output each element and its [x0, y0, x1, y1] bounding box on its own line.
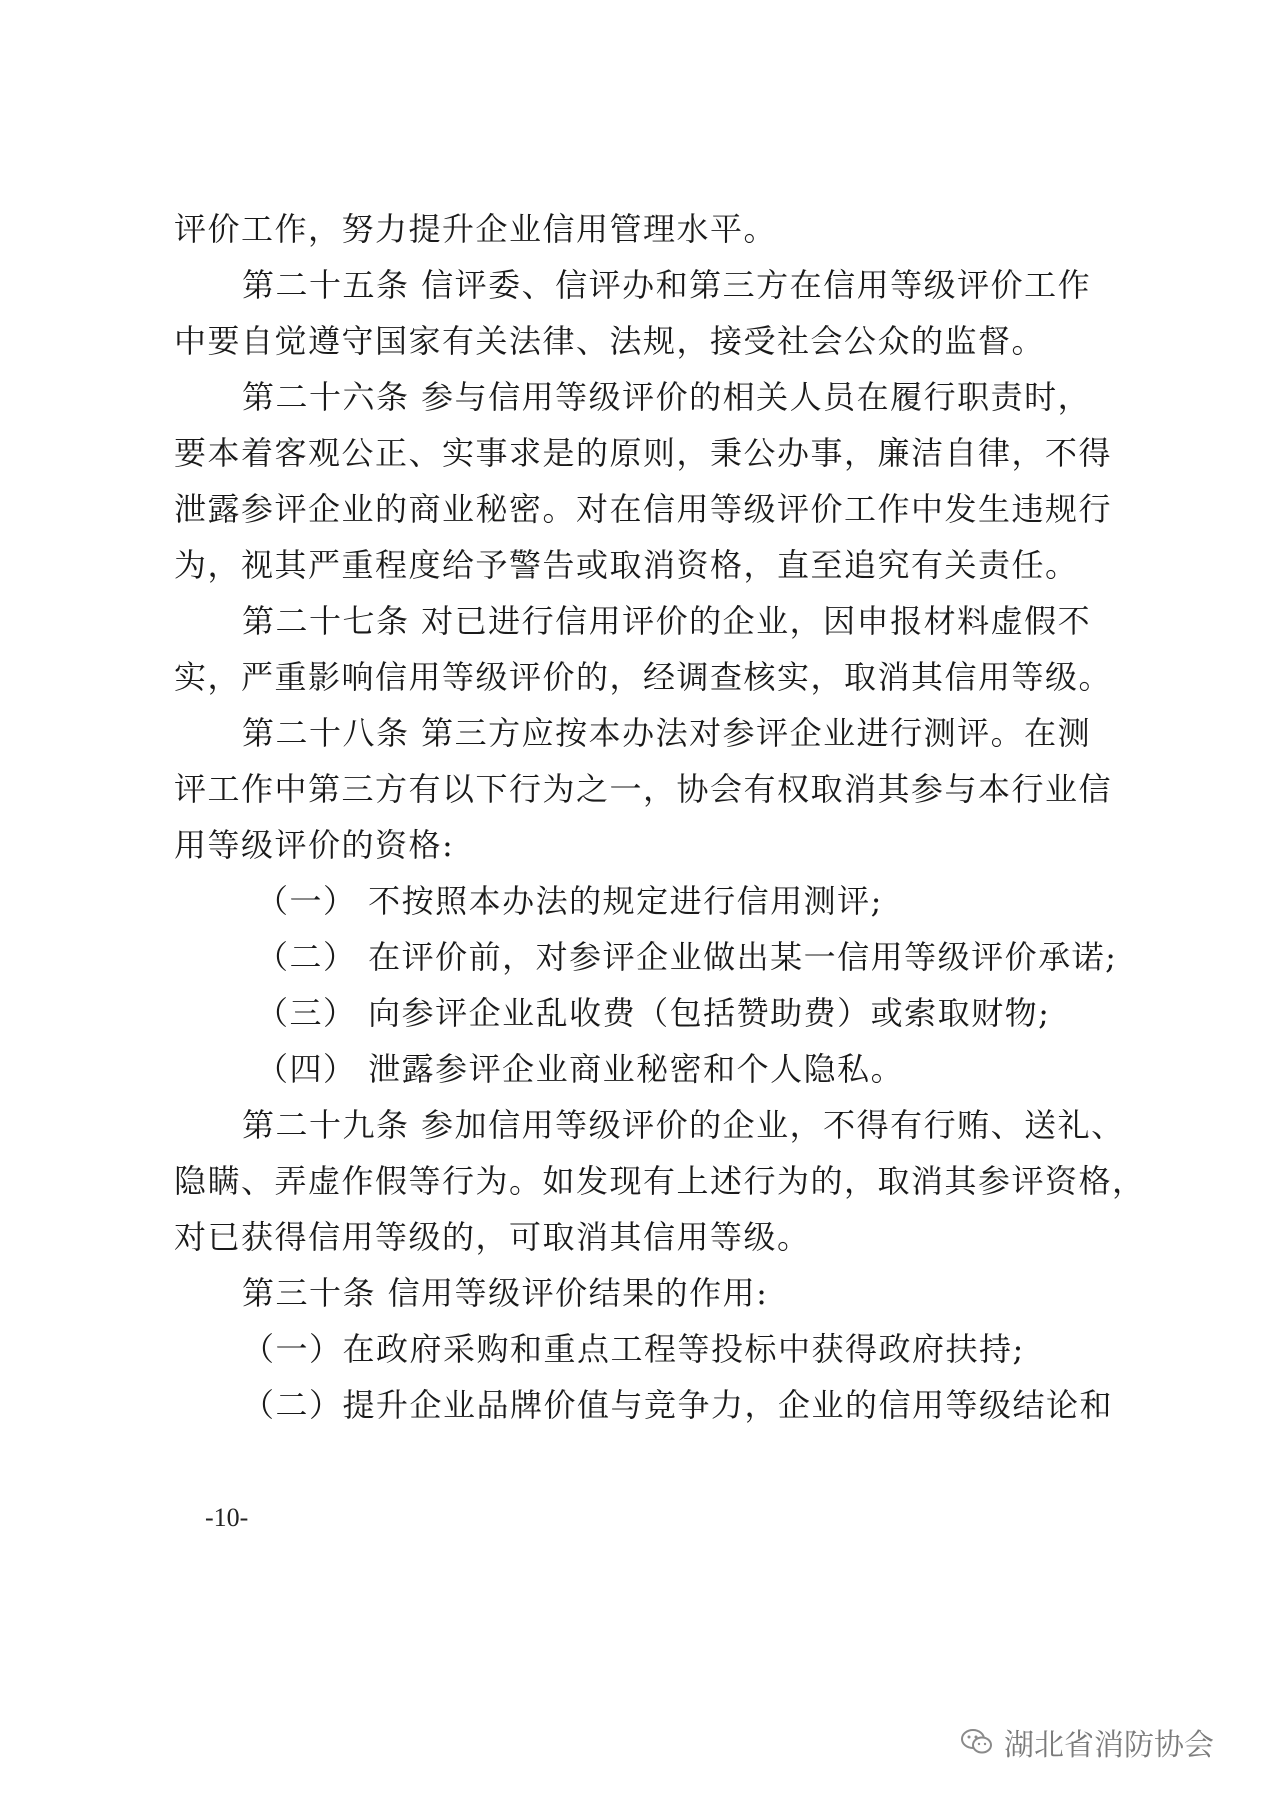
text-line: 泄露参评企业的商业秘密。对在信用等级评价工作中发生违规行: [174, 490, 1113, 528]
text-line: 第三十条 信用等级评价结果的作用:: [242, 1274, 769, 1312]
list-item: （二） 在评价前，对参评企业做出某一信用等级评价承诺;: [256, 938, 1118, 976]
watermark-text: 湖北省消防协会: [1004, 1728, 1214, 1763]
text-line: 评价工作，努力提升企业信用管理水平。: [174, 210, 778, 248]
text-line: 第二十七条 对已进行信用评价的企业，因申报材料虚假不: [242, 602, 1092, 640]
text-line: 中要自觉遵守国家有关法律、法规，接受社会公众的监督。: [174, 322, 1046, 360]
text-line: 第二十五条 信评委、信评办和第三方在信用等级评价工作: [242, 266, 1092, 304]
list-item: （四） 泄露参评企业商业秘密和个人隐私。: [256, 1050, 905, 1088]
list-item: （一）在政府采购和重点工程等投标中获得政府扶持;: [242, 1330, 1025, 1368]
text-line: 用等级评价的资格:: [174, 826, 455, 864]
text-line: 第二十六条 参与信用等级评价的相关人员在履行职责时，: [242, 378, 1092, 416]
wechat-icon: [960, 1727, 994, 1757]
list-item: （三） 向参评企业乱收费（包括赞助费）或索取财物;: [256, 994, 1051, 1032]
text-line: 要本着客观公正、实事求是的原则，秉公办事，廉洁自律，不得: [174, 434, 1113, 472]
text-line: 隐瞒、弄虚作假等行为。如发现有上述行为的，取消其参评资格，: [174, 1162, 1146, 1200]
text-line: 为，视其严重程度给予警告或取消资格，直至追究有关责任。: [174, 546, 1079, 584]
page-number: -10-: [205, 1503, 249, 1532]
text-line: 第二十九条 参加信用等级评价的企业，不得有行贿、送礼、: [242, 1106, 1125, 1144]
text-line: 对已获得信用等级的，可取消其信用等级。: [174, 1218, 811, 1256]
text-line: 评工作中第三方有以下行为之一，协会有权取消其参与本行业信: [174, 770, 1113, 808]
watermark: [960, 1720, 1214, 1764]
list-item: （一） 不按照本办法的规定进行信用测评;: [256, 882, 883, 920]
text-line: 第二十八条 第三方应按本办法对参评企业进行测评。在测: [242, 714, 1092, 752]
list-item: （二）提升企业品牌价值与竞争力，企业的信用等级结论和: [242, 1386, 1114, 1424]
text-line: 实，严重影响信用等级评价的，经调查核实，取消其信用等级。: [174, 658, 1113, 696]
